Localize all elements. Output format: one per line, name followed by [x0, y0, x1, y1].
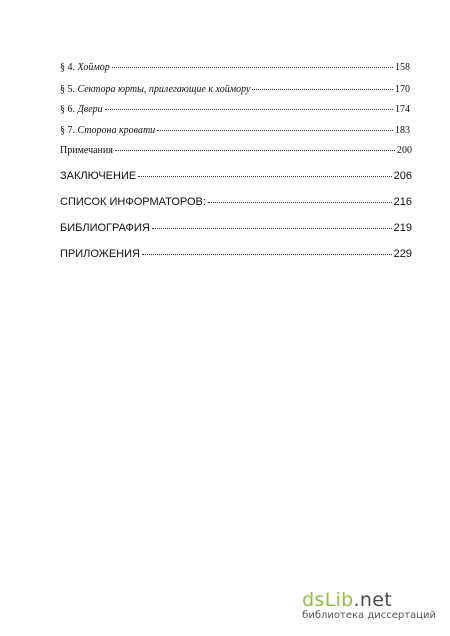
toc-entry-label: § 4. Хоймор	[60, 62, 110, 73]
toc-entry-label: § 6. Двери	[60, 104, 103, 115]
toc-entry-label: ПРИЛОЖЕНИЯ	[60, 248, 140, 260]
toc-dot-leader	[115, 150, 395, 151]
toc-entry-section-5[interactable]	[60, 84, 410, 95]
toc-page-number: 174	[395, 104, 410, 115]
toc-entry-section-7[interactable]	[60, 125, 410, 136]
toc-entry-label: СПИСОК ИНФОРМАТОРОВ:	[60, 196, 206, 208]
toc-entry-label: ЗАКЛЮЧЕНИЕ	[60, 170, 137, 182]
toc-entry-label: БИБЛИОГРАФИЯ	[60, 222, 150, 234]
toc-entry-section-6[interactable]	[60, 104, 410, 115]
toc-page-number: 216	[393, 196, 412, 208]
toc-entry-informants[interactable]	[60, 196, 412, 208]
toc-entry-label: § 5. Сектора юрты, прилегающие к хоймору	[60, 84, 251, 95]
toc-dot-leader	[252, 89, 393, 90]
toc-dot-leader	[157, 130, 393, 131]
dslib-logo: dsLib.net	[302, 589, 392, 611]
toc-entry-bibliography[interactable]	[60, 222, 412, 234]
toc-entry-appendices[interactable]	[60, 248, 412, 260]
toc-page-number: 229	[393, 248, 412, 260]
toc-dot-leader	[152, 228, 392, 229]
toc-dot-leader	[138, 176, 391, 177]
toc-page-number: 170	[395, 84, 410, 95]
toc-page-number: 200	[397, 145, 412, 156]
toc-page-number: 158	[395, 62, 410, 73]
toc-entry-label: § 7. Сторона кровати	[60, 125, 156, 136]
toc-dot-leader	[142, 254, 392, 255]
toc-page-number: 206	[393, 170, 412, 182]
toc-entry-conclusion[interactable]	[60, 170, 412, 182]
dslib-tagline: библиотека диссертаций	[302, 610, 436, 621]
toc-entry-notes[interactable]	[60, 145, 412, 156]
toc-page-number: 183	[395, 125, 410, 136]
toc-entry-label: Примечания	[60, 145, 113, 156]
toc-dot-leader	[105, 109, 393, 110]
toc-dot-leader	[112, 67, 393, 68]
toc-page-number: 219	[393, 222, 412, 234]
dslib-watermark[interactable]	[302, 590, 436, 622]
toc-dot-leader	[208, 202, 392, 203]
toc-entry-section-4[interactable]	[60, 62, 410, 73]
